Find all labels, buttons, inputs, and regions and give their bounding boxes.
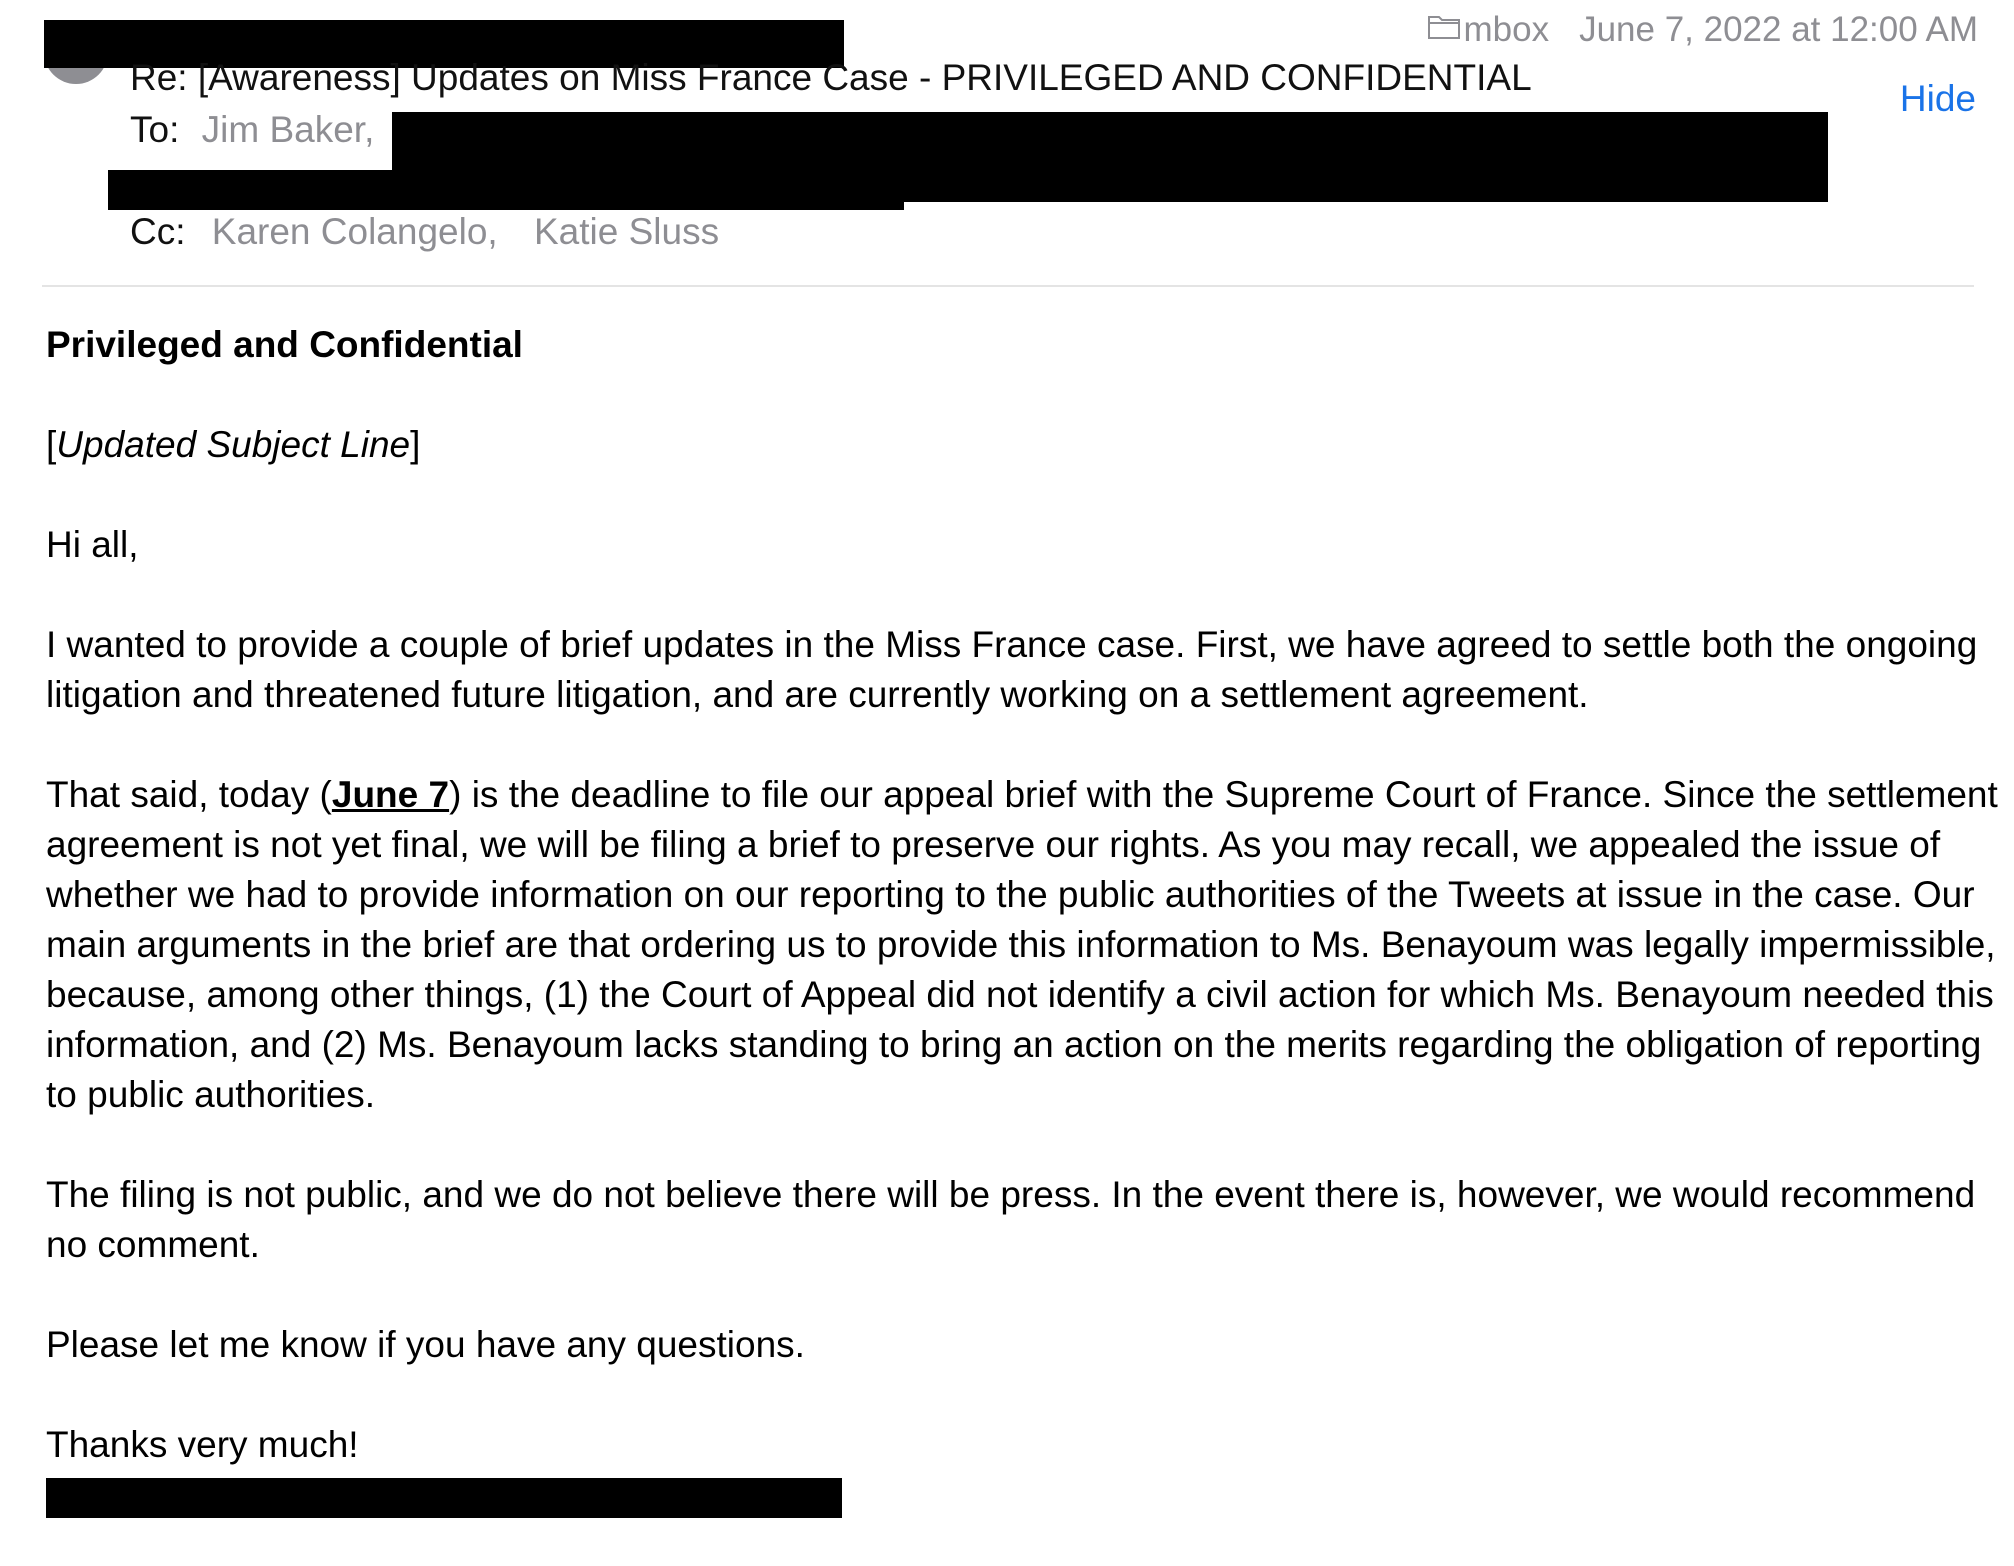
mailbox-name: mbox [1463, 10, 1550, 49]
header-divider [42, 285, 1974, 287]
folder-icon [1427, 10, 1461, 50]
cc-recipient[interactable]: Karen Colangelo, [211, 211, 498, 252]
cc-label: Cc: [130, 211, 186, 252]
redacted-recipients-2 [108, 170, 904, 210]
cc-recipient[interactable]: Katie Sluss [533, 211, 720, 252]
to-recipient[interactable]: Jim Baker, [201, 109, 375, 150]
paragraph: The filing is not public, and we do not believe there will be press. In the event there is, however, we would recommend no comment. [46, 1174, 1976, 1265]
paragraph: That said, today (June 7) is the deadline to file our appeal brief with the Supreme Court of France. Since the settlement agreement is not yet final, we will be filing a brief to preserve our rights. As you may recall, we appealed the issue of whether we had to provide information on our reporting to the public authorities of the Tweets at issue in the case. Our main arguments in the brief are that ordering us to provide this information to Ms. Benayoum was legally impermissible, because, among other things, (1) the Court of Appeal did not identify a civil action for which Ms. Benayoum needed this information, and (2) Ms. Benayoum lacks standing to bring an action on the merits regarding the obligation of reporting to public authorities. [46, 774, 1998, 1115]
mailbox-indicator[interactable] [1427, 10, 1549, 50]
subject-note: [Updated Subject Line] [46, 424, 421, 465]
paragraph: I wanted to provide a couple of brief updates in the Miss France case. First, we have agreed to settle both the ongoing litigation and threatened future litigation, and are currently working on a settlement agreement. [46, 624, 1978, 715]
cc-row [130, 212, 719, 253]
message-meta [1427, 10, 1978, 50]
signoff: Thanks very much! [46, 1424, 359, 1465]
paragraph: Please let me know if you have any questions. [46, 1324, 805, 1365]
to-label: To: [130, 109, 180, 150]
message-subject: Re: [Awareness] Updates on Miss France Case - PRIVILEGED AND CONFIDENTIAL [130, 57, 1532, 98]
redacted-signature [46, 1478, 842, 1518]
deadline-date: June 7 [331, 774, 450, 815]
hide-details-link[interactable]: Hide [1899, 78, 1976, 119]
message-body [46, 320, 2006, 1518]
body-heading: Privileged and Confidential [46, 324, 523, 365]
message-date: June 7, 2022 at 12:00 AM [1579, 10, 1978, 49]
greeting: Hi all, [46, 524, 139, 565]
to-row [130, 110, 374, 151]
